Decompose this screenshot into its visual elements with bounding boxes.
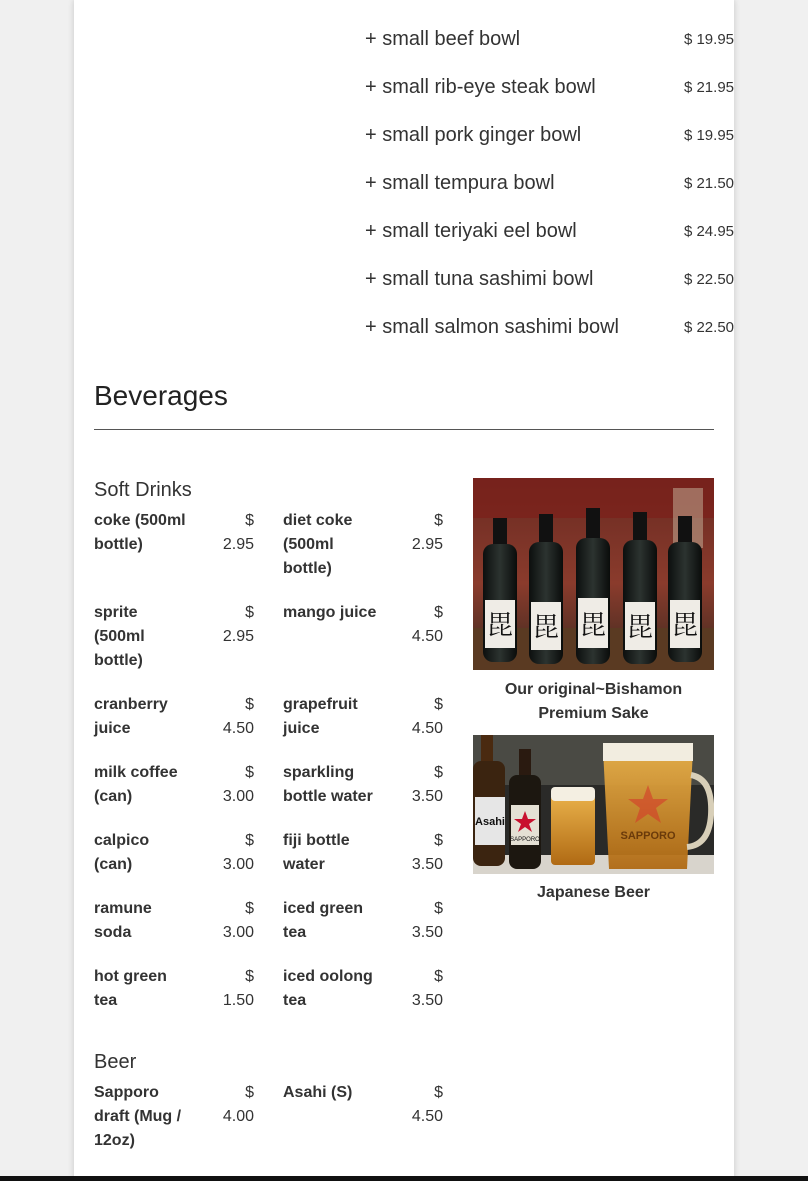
item-price: [194, 1081, 254, 1129]
item-price: [194, 897, 254, 945]
item-price: [383, 761, 443, 809]
sake-label-text: 毘: [486, 611, 514, 641]
price-currency: $: [245, 764, 254, 781]
item-name: sprite (500ml bottle): [94, 604, 145, 669]
item-price: [194, 601, 254, 649]
beer-heading: Beer: [94, 1051, 137, 1073]
price-amount: 4.50: [411, 628, 443, 645]
item-price: [383, 509, 443, 557]
price-amount: 2.95: [411, 536, 443, 553]
japanese-beer-image: [473, 735, 714, 874]
addon-price: $ 19.95: [683, 127, 734, 144]
addon-price: $ 22.50: [683, 319, 734, 336]
item-price: [383, 829, 443, 877]
price-amount: 3.50: [411, 856, 443, 873]
price-currency: $: [245, 900, 254, 917]
price-currency: $: [434, 1084, 443, 1101]
price-amount: 3.00: [222, 788, 254, 805]
price-currency: $: [434, 832, 443, 849]
addon-name: + small tuna sashimi bowl: [365, 268, 594, 290]
price-amount: 4.00: [222, 1108, 254, 1125]
price-amount: 2.95: [222, 628, 254, 645]
item-name: diet coke (500ml bottle): [283, 512, 353, 577]
item-price: [383, 965, 443, 1013]
item-price: [194, 761, 254, 809]
addon-name: + small beef bowl: [365, 28, 521, 50]
addon-price: $ 22.50: [683, 271, 734, 288]
addon-item: [365, 316, 734, 346]
price-currency: $: [245, 696, 254, 713]
item-name: Asahi (S): [283, 1084, 353, 1101]
item-price: [194, 829, 254, 877]
price-currency: $: [245, 832, 254, 849]
item-name: cranberry juice: [94, 696, 168, 737]
price-currency: $: [434, 512, 443, 529]
sake-label-text: 毘: [671, 611, 699, 641]
sake-label-text: 毘: [579, 611, 607, 641]
sake-photo: [473, 478, 714, 670]
price-amount: 2.95: [222, 536, 254, 553]
item-price: [383, 897, 443, 945]
item-price: [383, 693, 443, 741]
price-amount: 3.00: [222, 924, 254, 941]
sake-label-text: 毘: [532, 613, 560, 643]
price-amount: 3.50: [411, 992, 443, 1009]
price-amount: 4.50: [411, 720, 443, 737]
addon-item: [365, 76, 734, 106]
price-amount: 4.50: [222, 720, 254, 737]
item-name: iced green tea: [283, 900, 364, 941]
price-currency: $: [434, 696, 443, 713]
section-divider: [94, 429, 714, 430]
addon-item: [365, 124, 734, 154]
addon-name: + small teriyaki eel bowl: [365, 220, 577, 242]
addon-item: [365, 268, 734, 298]
sake-caption: Our original~Bishamon Premium Sake: [504, 681, 683, 722]
item-name: Sapporo draft (Mug / 12oz): [94, 1084, 182, 1149]
item-name: ramune soda: [94, 900, 152, 941]
sake-label-text: 毘: [626, 613, 654, 643]
section-title: Beverages: [94, 380, 228, 411]
item-price: [383, 601, 443, 649]
addon-name: + small rib-eye steak bowl: [365, 76, 596, 98]
addon-price: $ 24.95: [683, 223, 734, 240]
price-currency: $: [245, 512, 254, 529]
item-name: iced oolong tea: [283, 968, 373, 1009]
price-amount: 3.00: [222, 856, 254, 873]
addon-price: $ 19.95: [683, 31, 734, 48]
price-currency: $: [245, 1084, 254, 1101]
sake-bottles-image: [473, 478, 714, 670]
price-currency: $: [434, 900, 443, 917]
soft-drinks-heading: Soft Drinks: [94, 479, 192, 501]
beer-brand-text: SAPPORO: [510, 837, 540, 843]
beer-brand-text: Asahi: [475, 816, 505, 828]
price-amount: 3.50: [411, 788, 443, 805]
price-amount: 1.50: [222, 992, 254, 1009]
addon-item: [365, 172, 734, 202]
price-amount: 4.50: [411, 1108, 443, 1125]
price-currency: $: [434, 968, 443, 985]
price-amount: 3.50: [411, 924, 443, 941]
item-price: [194, 509, 254, 557]
price-currency: $: [434, 764, 443, 781]
price-currency: $: [434, 604, 443, 621]
addon-price: $ 21.50: [683, 175, 734, 192]
addon-name: + small tempura bowl: [365, 172, 555, 194]
addon-item: [365, 220, 734, 250]
addon-name: + small salmon sashimi bowl: [365, 316, 619, 338]
item-name: calpico (can): [94, 832, 150, 873]
item-price: [194, 965, 254, 1013]
price-currency: $: [245, 604, 254, 621]
menu-card: [74, 0, 734, 1181]
item-price: [383, 1081, 443, 1129]
item-name: sparkling bottle water: [283, 764, 373, 805]
addon-price: $ 21.95: [683, 79, 734, 96]
beer-caption: Japanese Beer: [537, 884, 650, 901]
price-currency: $: [245, 968, 254, 985]
item-name: mango juice: [283, 604, 377, 621]
beer-brand-text: SAPPORO: [620, 830, 676, 842]
item-name: grapefruit juice: [283, 696, 358, 737]
addon-name: + small pork ginger bowl: [365, 124, 582, 146]
item-price: [194, 693, 254, 741]
item-name: coke (500ml bottle): [94, 512, 186, 553]
item-name: fiji bottle water: [283, 832, 350, 873]
beer-photo: [473, 735, 714, 874]
item-name: hot green tea: [94, 968, 167, 1009]
addon-item: [365, 28, 734, 58]
bottom-bar: [0, 1176, 808, 1181]
item-name: milk coffee (can): [94, 764, 178, 805]
